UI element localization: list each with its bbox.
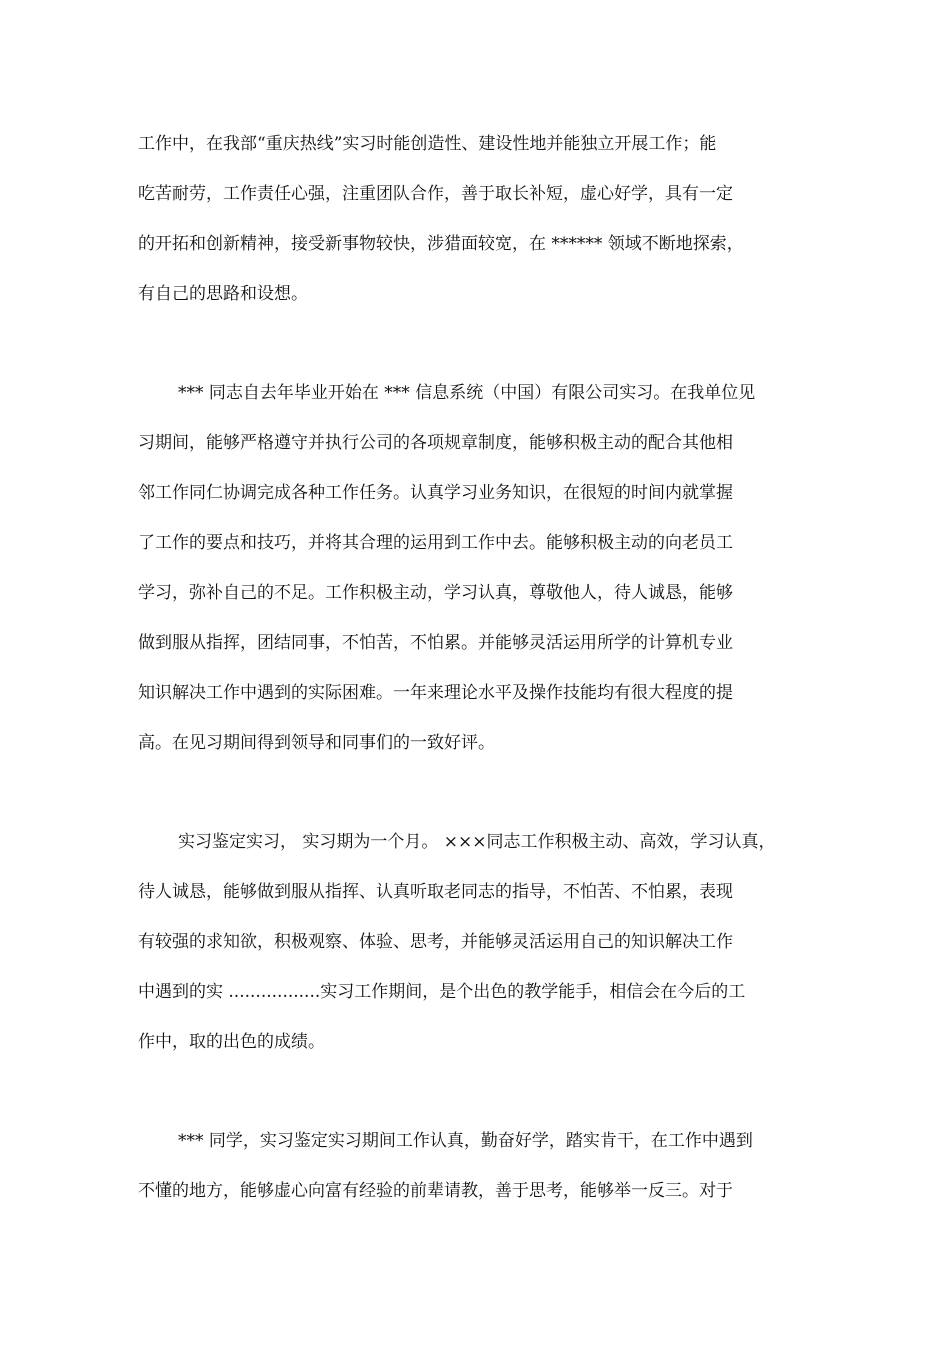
paragraph-1-line-4: 有自己的思路和设想。 [138, 284, 308, 304]
paragraph-4-line-2: 不懂的地方，能够虚心向富有经验的前辈请教，善于思考，能够举一反三。对于 [138, 1181, 733, 1201]
paragraph-1-line-2: 吃苦耐劳，工作责任心强，注重团队合作，善于取长补短，虚心好学，具有一定 [138, 184, 733, 204]
paragraph-3-line-1: 实习鉴定实习， 实习期为一个月。 ×××同志工作积极主动、高效，学习认真， [178, 832, 776, 852]
paragraph-3-line-5: 作中，取的出色的成绩。 [138, 1032, 325, 1052]
paragraph-3-line-4: 中遇到的实 .................实习工作期间，是个出色的教学能手，相信会在今后的工 [138, 982, 746, 1002]
paragraph-2-line-1: *** 同志自去年毕业开始在 *** 信息系统（中国）有限公司实习。在我单位见 [178, 383, 756, 403]
paragraph-1-line-3: 的开拓和创新精神，接受新事物较快，涉猎面较宽，在 ****** 领域不断地探索， [138, 234, 744, 254]
paragraph-4-line-1: *** 同学，实习鉴定实习期间工作认真，勤奋好学，踏实肯干，在工作中遇到 [178, 1131, 753, 1151]
paragraph-2-line-7: 知识解决工作中遇到的实际困难。一年来理论水平及操作技能均有很大程度的提 [138, 683, 733, 703]
paragraph-1-line-1: 工作中，在我部“重庆热线”实习时能创造性、建设性地并能独立开展工作；能 [138, 134, 717, 154]
paragraph-3-line-3: 有较强的求知欲，积极观察、体验、思考，并能够灵活运用自己的知识解决工作 [138, 932, 733, 952]
paragraph-3-line-2: 待人诚恳，能够做到服从指挥、认真听取老同志的指导，不怕苦、不怕累，表现 [138, 882, 733, 902]
paragraph-2-line-3: 邻工作同仁协调完成各种工作任务。认真学习业务知识，在很短的时间内就掌握 [138, 483, 733, 503]
paragraph-2-line-4: 了工作的要点和技巧，并将其合理的运用到工作中去。能够积极主动的向老员工 [138, 533, 733, 553]
paragraph-2-line-8: 高。在见习期间得到领导和同事们的一致好评。 [138, 733, 495, 753]
paragraph-2-line-5: 学习，弥补自己的不足。工作积极主动，学习认真，尊敬他人，待人诚恳，能够 [138, 583, 733, 603]
paragraph-2-line-2: 习期间，能够严格遵守并执行公司的各项规章制度，能够积极主动的配合其他相 [138, 433, 733, 453]
paragraph-2-line-6: 做到服从指挥，团结同事，不怕苦，不怕累。并能够灵活运用所学的计算机专业 [138, 633, 733, 653]
